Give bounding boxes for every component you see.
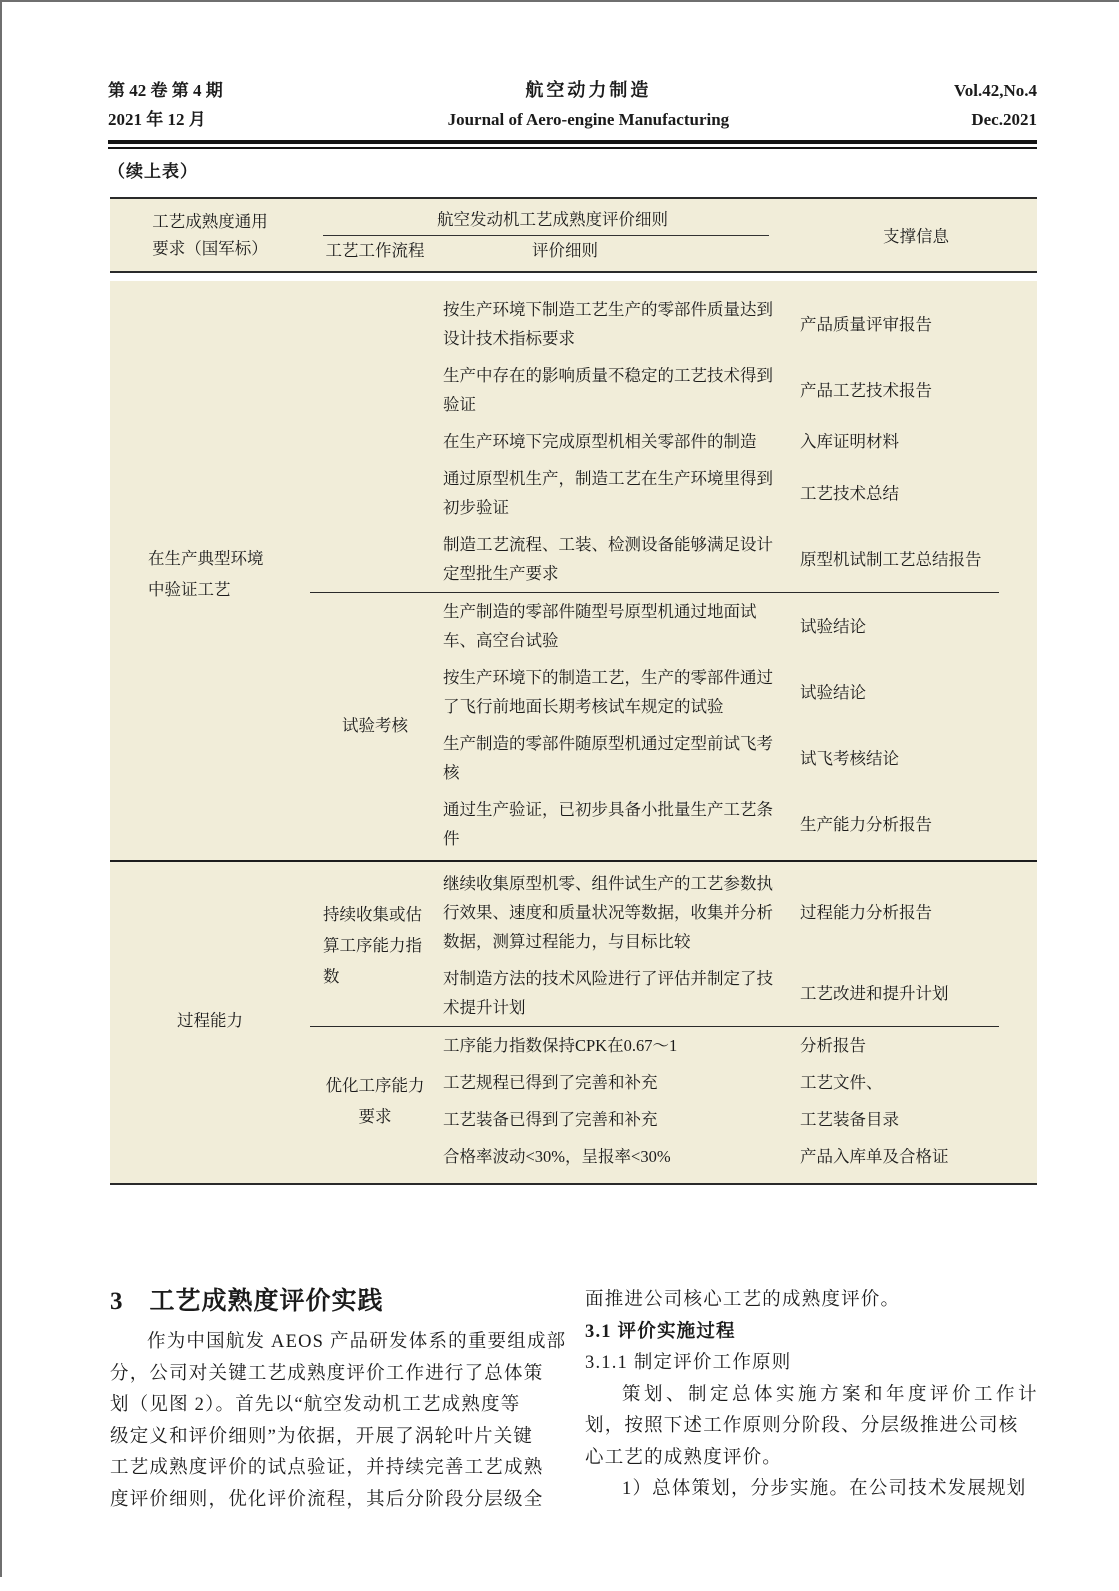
requirement-label: 在生产典型环境中验证工艺 <box>148 549 264 599</box>
body-column-right <box>585 1285 1040 1506</box>
paragraph-line: 作为中国航发 AEOS 产品研发体系的重要组成部 <box>147 1332 567 1352</box>
criteria-cell: 工艺装备已得到了完善和补充 <box>443 1110 658 1129</box>
process-label: 优化工序能力要求 <box>325 1076 425 1126</box>
paragraph-line: 策划、制定总体实施方案和年度评价工作计 <box>622 1384 1041 1405</box>
process-cell <box>310 1027 440 1175</box>
subgroup-collect-capability-index <box>310 865 1037 1026</box>
support-cell: 生产能力分析报告 <box>800 814 932 834</box>
table-row <box>440 291 1037 357</box>
criteria-cell: 按生产环境下的制造工艺，生产的零部件通过了飞行前地面长期考核试车规定的试验 <box>443 668 773 716</box>
table-header <box>110 197 1037 273</box>
criteria-cell: 生产制造的零部件随原型机通过定型前试飞考核 <box>443 734 773 782</box>
paragraph-line: 划（见图 2）。首先以“航空发动机工艺成熟度等 <box>110 1395 521 1415</box>
criteria-cell: 继续收集原型机零、组件试生产的工艺参数执行效果、速度和质量状况等数据，收集并分析数据，测算过程能力，与目标比较 <box>443 874 773 951</box>
table-row <box>440 659 1037 725</box>
table-continuation-note: （续上表） <box>108 162 198 181</box>
col-header-process: 工艺工作流程 <box>325 241 425 260</box>
criteria-cell: 通过原型机生产，制造工艺在生产环境里得到初步验证 <box>443 469 773 517</box>
support-cell: 试验结论 <box>800 616 866 636</box>
section-heading <box>110 1281 547 1317</box>
table-row <box>440 1064 1037 1101</box>
paragraph-line: 级定义和评价细则”为依据，开展了涡轮叶片关键 <box>110 1426 534 1447</box>
subsection-heading-3-1-1: 3.1.1 制定评价工作原则 <box>585 1353 792 1373</box>
body-column-left <box>110 1281 567 1516</box>
journal-title-cn: 航空动力制造 <box>525 80 652 100</box>
header-double-rule <box>108 140 1037 149</box>
table-row <box>440 791 1037 857</box>
support-cell: 产品质量评审报告 <box>800 314 932 334</box>
journal-title <box>448 76 730 134</box>
table-row <box>440 725 1037 791</box>
table-body <box>110 281 1037 1185</box>
support-cell: 入库证明材料 <box>800 432 899 451</box>
table-row <box>440 1101 1037 1138</box>
paragraph-line: 度评价细则，优化评价流程，其后分阶段分层级全 <box>110 1489 544 1510</box>
table-row <box>440 460 1037 526</box>
col-header-criteria: 评价细则 <box>532 241 598 260</box>
col-header-requirement-line2: 要求（国军标） <box>152 239 268 258</box>
process-label: 试验考核 <box>342 715 408 735</box>
support-cell: 工艺改进和提升计划 <box>800 983 949 1003</box>
page-edge-top <box>0 0 1119 2</box>
journal-title-en: Journal of Aero-engine Manufacturing <box>447 110 730 129</box>
criteria-cell: 按生产环境下制造工艺生产的零部件质量达到设计技术指标要求 <box>443 300 773 348</box>
col-header-requirement <box>110 199 310 271</box>
support-cell: 试验结论 <box>800 682 866 702</box>
paragraph-line: 工艺成熟度评价的试点验证，并持续完善工艺成熟 <box>110 1458 544 1478</box>
support-cell: 试飞考核结论 <box>800 748 899 768</box>
group-separator <box>110 860 1037 862</box>
support-cell: 原型机试制工艺总结报告 <box>800 549 982 569</box>
col-header-span-title: 航空发动机工艺成熟度评价细则 <box>437 210 668 229</box>
paragraph-line: 面推进公司核心工艺的成熟度评价。 <box>585 1290 901 1310</box>
section-title: 工艺成熟度评价实践 <box>149 1288 384 1315</box>
table-row <box>440 593 1037 659</box>
support-cell: 工艺装备目录 <box>800 1110 899 1129</box>
criteria-cell: 工艺规程已得到了完善和补充 <box>443 1073 658 1092</box>
paragraph-line: 1）总体策划，分步实施。在公司技术发展规划 <box>622 1479 1027 1499</box>
support-cell: 产品入库单及合格证 <box>800 1147 949 1166</box>
table-row <box>440 357 1037 423</box>
criteria-cell: 生产制造的零部件随型号原型机通过地面试车、高空台试验 <box>443 602 757 650</box>
col-header-support: 支撑信息 <box>883 227 949 246</box>
criteria-cell: 在生产环境下完成原型机相关零部件的制造 <box>443 432 757 451</box>
page-edge-left <box>0 0 2 1577</box>
subgroup-optimize-capability <box>310 1027 1037 1175</box>
criteria-cell: 生产中存在的影响质量不稳定的工艺技术得到验证 <box>443 366 773 414</box>
table-row <box>440 526 1037 592</box>
paragraph-line: 划，按照下述工作原则分阶段、分层级推进公司核 <box>585 1416 1019 1436</box>
table-row <box>440 1027 1037 1064</box>
col-header-criteria-group <box>310 199 795 271</box>
requirement-cell <box>110 865 310 1175</box>
requirement-cell <box>110 291 310 857</box>
table-group-process-capability <box>110 865 1037 1175</box>
support-cell: 分析报告 <box>800 1036 866 1055</box>
support-cell: 产品工艺技术报告 <box>800 380 932 400</box>
process-cell <box>310 291 440 592</box>
journal-volume-issue-en <box>954 76 1037 134</box>
criteria-cell: 制造工艺流程、工装、检测设备能够满足设计定型批生产要求 <box>443 535 773 583</box>
journal-header <box>108 76 1037 149</box>
table-row <box>440 1138 1037 1175</box>
paragraph-line: 心工艺的成熟度评价。 <box>585 1447 783 1468</box>
criteria-cell: 通过生产验证，已初步具备小批量生产工艺条件 <box>443 800 773 848</box>
date-en: Dec.2021 <box>971 110 1037 129</box>
criteria-cell: 对制造方法的技术风险进行了评估并制定了技术提升计划 <box>443 969 773 1017</box>
support-cell: 过程能力分析报告 <box>800 903 932 922</box>
process-label: 持续收集或估算工序能力指数 <box>323 905 422 986</box>
table-row <box>440 960 1037 1026</box>
volume-issue-en: Vol.42,No.4 <box>954 81 1037 100</box>
subsection-heading-3-1: 3.1 评价实施过程 <box>585 1321 736 1342</box>
process-cell <box>310 865 440 1026</box>
section-number: 3 <box>110 1288 124 1315</box>
volume-issue-cn: 第 42 卷 第 4 期 <box>108 81 223 100</box>
requirement-label: 过程能力 <box>177 1010 243 1030</box>
date-cn: 2021 年 12 月 <box>108 110 206 129</box>
table-row <box>440 423 1037 460</box>
table-group-verify-in-production <box>110 291 1037 857</box>
subgroup <box>310 291 1037 592</box>
table-row <box>440 865 1037 960</box>
criteria-cell: 合格率波动<30%，呈报率<30% <box>443 1147 671 1166</box>
criteria-cell: 工序能力指数保持CPK在0.67～1 <box>443 1036 678 1055</box>
journal-volume-issue-cn <box>108 76 223 134</box>
support-cell: 工艺文件、 <box>800 1073 883 1092</box>
process-cell <box>310 593 440 857</box>
col-header-requirement-line1: 工艺成熟度通用 <box>152 212 268 231</box>
subgroup-test-assessment <box>310 593 1037 857</box>
maturity-table <box>110 197 1037 1185</box>
support-cell: 工艺技术总结 <box>800 483 899 503</box>
paragraph-line: 分，公司对关键工艺成熟度评价工作进行了总体策 <box>110 1363 544 1384</box>
